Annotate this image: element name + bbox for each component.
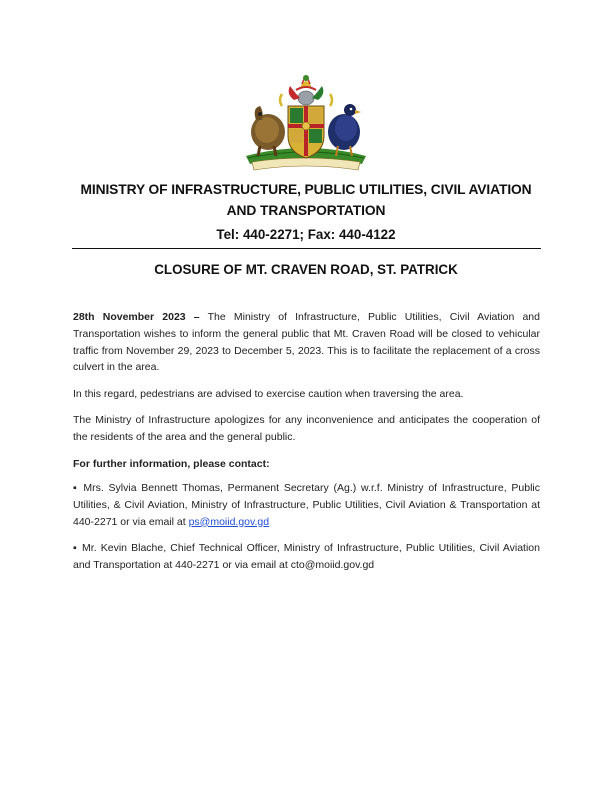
paragraph-pedestrian-advisory: In this regard, pedestrians are advised to exercise caution when traversing the area. [73, 388, 464, 400]
ministry-name [60, 179, 552, 221]
contact-heading: For further information, please contact: [73, 458, 270, 470]
paragraph-announcement [73, 309, 540, 376]
notice-date: 28th November 2023 – [73, 311, 200, 323]
contact-item-chief-technical-officer: ▪ Mr. Kevin Blache, Chief Technical Officer, Ministry of Infrastructure, Public Utilities, Civil Aviation and Transportation at 440-2271 or via email at cto@moiid.gov.gd [73, 542, 540, 571]
header-divider [72, 248, 541, 249]
contact-numbers: Tel: 440-2271; Fax: 440-4122 [216, 227, 396, 242]
contact-item-text: ▪ Mrs. Sylvia Bennett Thomas, Permanent Secretary (Ag.) w.r.f. Ministry of Infrastructure, Public Utilities, & Civil Aviation, Ministry of Infrastructure, Public Utilities, Civil Aviation & Transportation at 440-2271 or via email at [73, 482, 540, 528]
notice-title: CLOSURE OF MT. CRAVEN ROAD, ST. PATRICK [154, 262, 458, 277]
coat-of-arms-image [238, 70, 374, 174]
ps-email-link[interactable]: ps@moiid.gov.gd [188, 515, 270, 528]
ministry-name-line2: AND TRANSPORTATION [226, 203, 386, 218]
paragraph-apology: The Ministry of Infrastructure apologizes for any inconvenience and anticipates the cooperation of the residents of the area and the general public. [73, 414, 540, 443]
ministry-name-line1: MINISTRY OF INFRASTRUCTURE, PUBLIC UTILITIES, CIVIL AVIATION [80, 182, 532, 197]
paragraph-announcement-text: The Ministry of Infrastructure, Public Utilities, Civil Aviation and Transportation wishes to inform the general public that Mt. Craven Road will be closed to vehicular traffic from November 29, 2023 to December 5, 2023. This is to facilitate the replacement of a cross culvert in the area. [73, 311, 540, 374]
contact-item-permanent-secretary [73, 480, 540, 530]
